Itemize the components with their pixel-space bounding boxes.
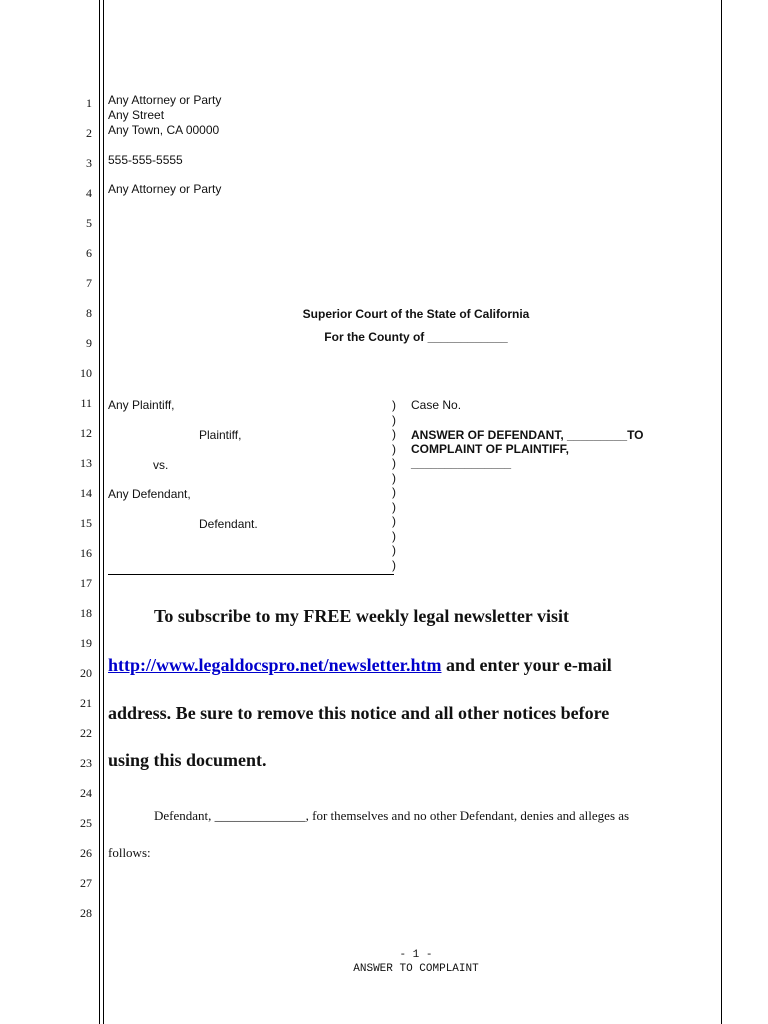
- line-number: 23: [80, 756, 92, 770]
- line-number: 24: [80, 786, 92, 800]
- footer-title: ANSWER TO COMPLAINT: [353, 963, 479, 975]
- line-number: 27: [80, 876, 92, 890]
- line-number: 16: [80, 546, 92, 560]
- notice-line-4: using this document.: [108, 750, 267, 770]
- line-number: 28: [80, 906, 92, 920]
- court-name: Superior Court of the State of California: [302, 307, 530, 321]
- left-margin-rule-outer: [99, 0, 100, 1024]
- plaintiff-role: Plaintiff,: [199, 428, 242, 442]
- line-number: 1: [86, 96, 92, 110]
- attorney-street: Any Street: [108, 108, 165, 122]
- line-number: 15: [80, 516, 92, 530]
- case-title-line-1: ANSWER OF DEFENDANT, _________TO: [411, 428, 644, 442]
- line-number: 19: [80, 636, 92, 650]
- attorney-name: Any Attorney or Party: [108, 93, 222, 107]
- notice-line-3: address. Be sure to remove this notice and all other notices before: [108, 703, 610, 723]
- newsletter-link[interactable]: http://www.legaldocspro.net/newsletter.htm: [108, 655, 442, 675]
- line-number: 2: [86, 126, 92, 140]
- line-number: 3: [86, 156, 92, 170]
- line-number: 8: [86, 306, 92, 320]
- line-number: 10: [80, 366, 92, 380]
- line-number: 26: [80, 846, 92, 860]
- plaintiff-name: Any Plaintiff,: [108, 398, 175, 412]
- line-number: 7: [86, 276, 92, 290]
- line-number: 6: [86, 246, 92, 260]
- line-number: 5: [86, 216, 92, 230]
- line-number: 4: [86, 186, 92, 200]
- notice-line-1: To subscribe to my FREE weekly legal newsletter visit: [154, 606, 569, 626]
- defendant-name: Any Defendant,: [108, 487, 191, 501]
- left-margin-rule-inner: [103, 0, 104, 1024]
- attorney-phone: 555-555-5555: [108, 153, 183, 167]
- line-number: 13: [80, 456, 92, 470]
- line-number: 22: [80, 726, 92, 740]
- line-number: 18: [80, 606, 92, 620]
- line-number: 21: [80, 696, 92, 710]
- notice-line-2: [108, 655, 612, 675]
- body-line-1: Defendant, ______________, for themselves and no other Defendant, denies and alleges as: [154, 808, 630, 823]
- line-number: 11: [80, 396, 92, 410]
- body-line-2: follows:: [108, 845, 151, 860]
- notice-line-2-rest: and enter your e-mail: [441, 655, 612, 675]
- line-number: 25: [80, 816, 92, 830]
- line-number: 9: [86, 336, 92, 350]
- case-number-label: Case No.: [411, 398, 462, 412]
- case-title-line-2: COMPLAINT OF PLAINTIFF,: [411, 442, 569, 456]
- defendant-role: Defendant.: [199, 517, 258, 531]
- attorney-for: Any Attorney or Party: [108, 182, 222, 196]
- line-number: 14: [80, 486, 92, 500]
- case-title-line-3: _______________: [411, 456, 512, 470]
- line-number: 12: [80, 426, 92, 440]
- line-number: 17: [80, 576, 92, 590]
- attorney-city: Any Town, CA 00000: [108, 123, 220, 137]
- line-number: 20: [80, 666, 92, 680]
- caption-parentheses: ) ) ) ) ) ) ) ) ) ) ) ): [392, 398, 396, 572]
- court-county: For the County of ____________: [324, 330, 508, 344]
- footer-page-number: - 1 -: [399, 949, 433, 961]
- right-margin-rule: [721, 0, 722, 1024]
- caption-divider: [108, 574, 394, 575]
- versus-label: vs.: [153, 458, 169, 472]
